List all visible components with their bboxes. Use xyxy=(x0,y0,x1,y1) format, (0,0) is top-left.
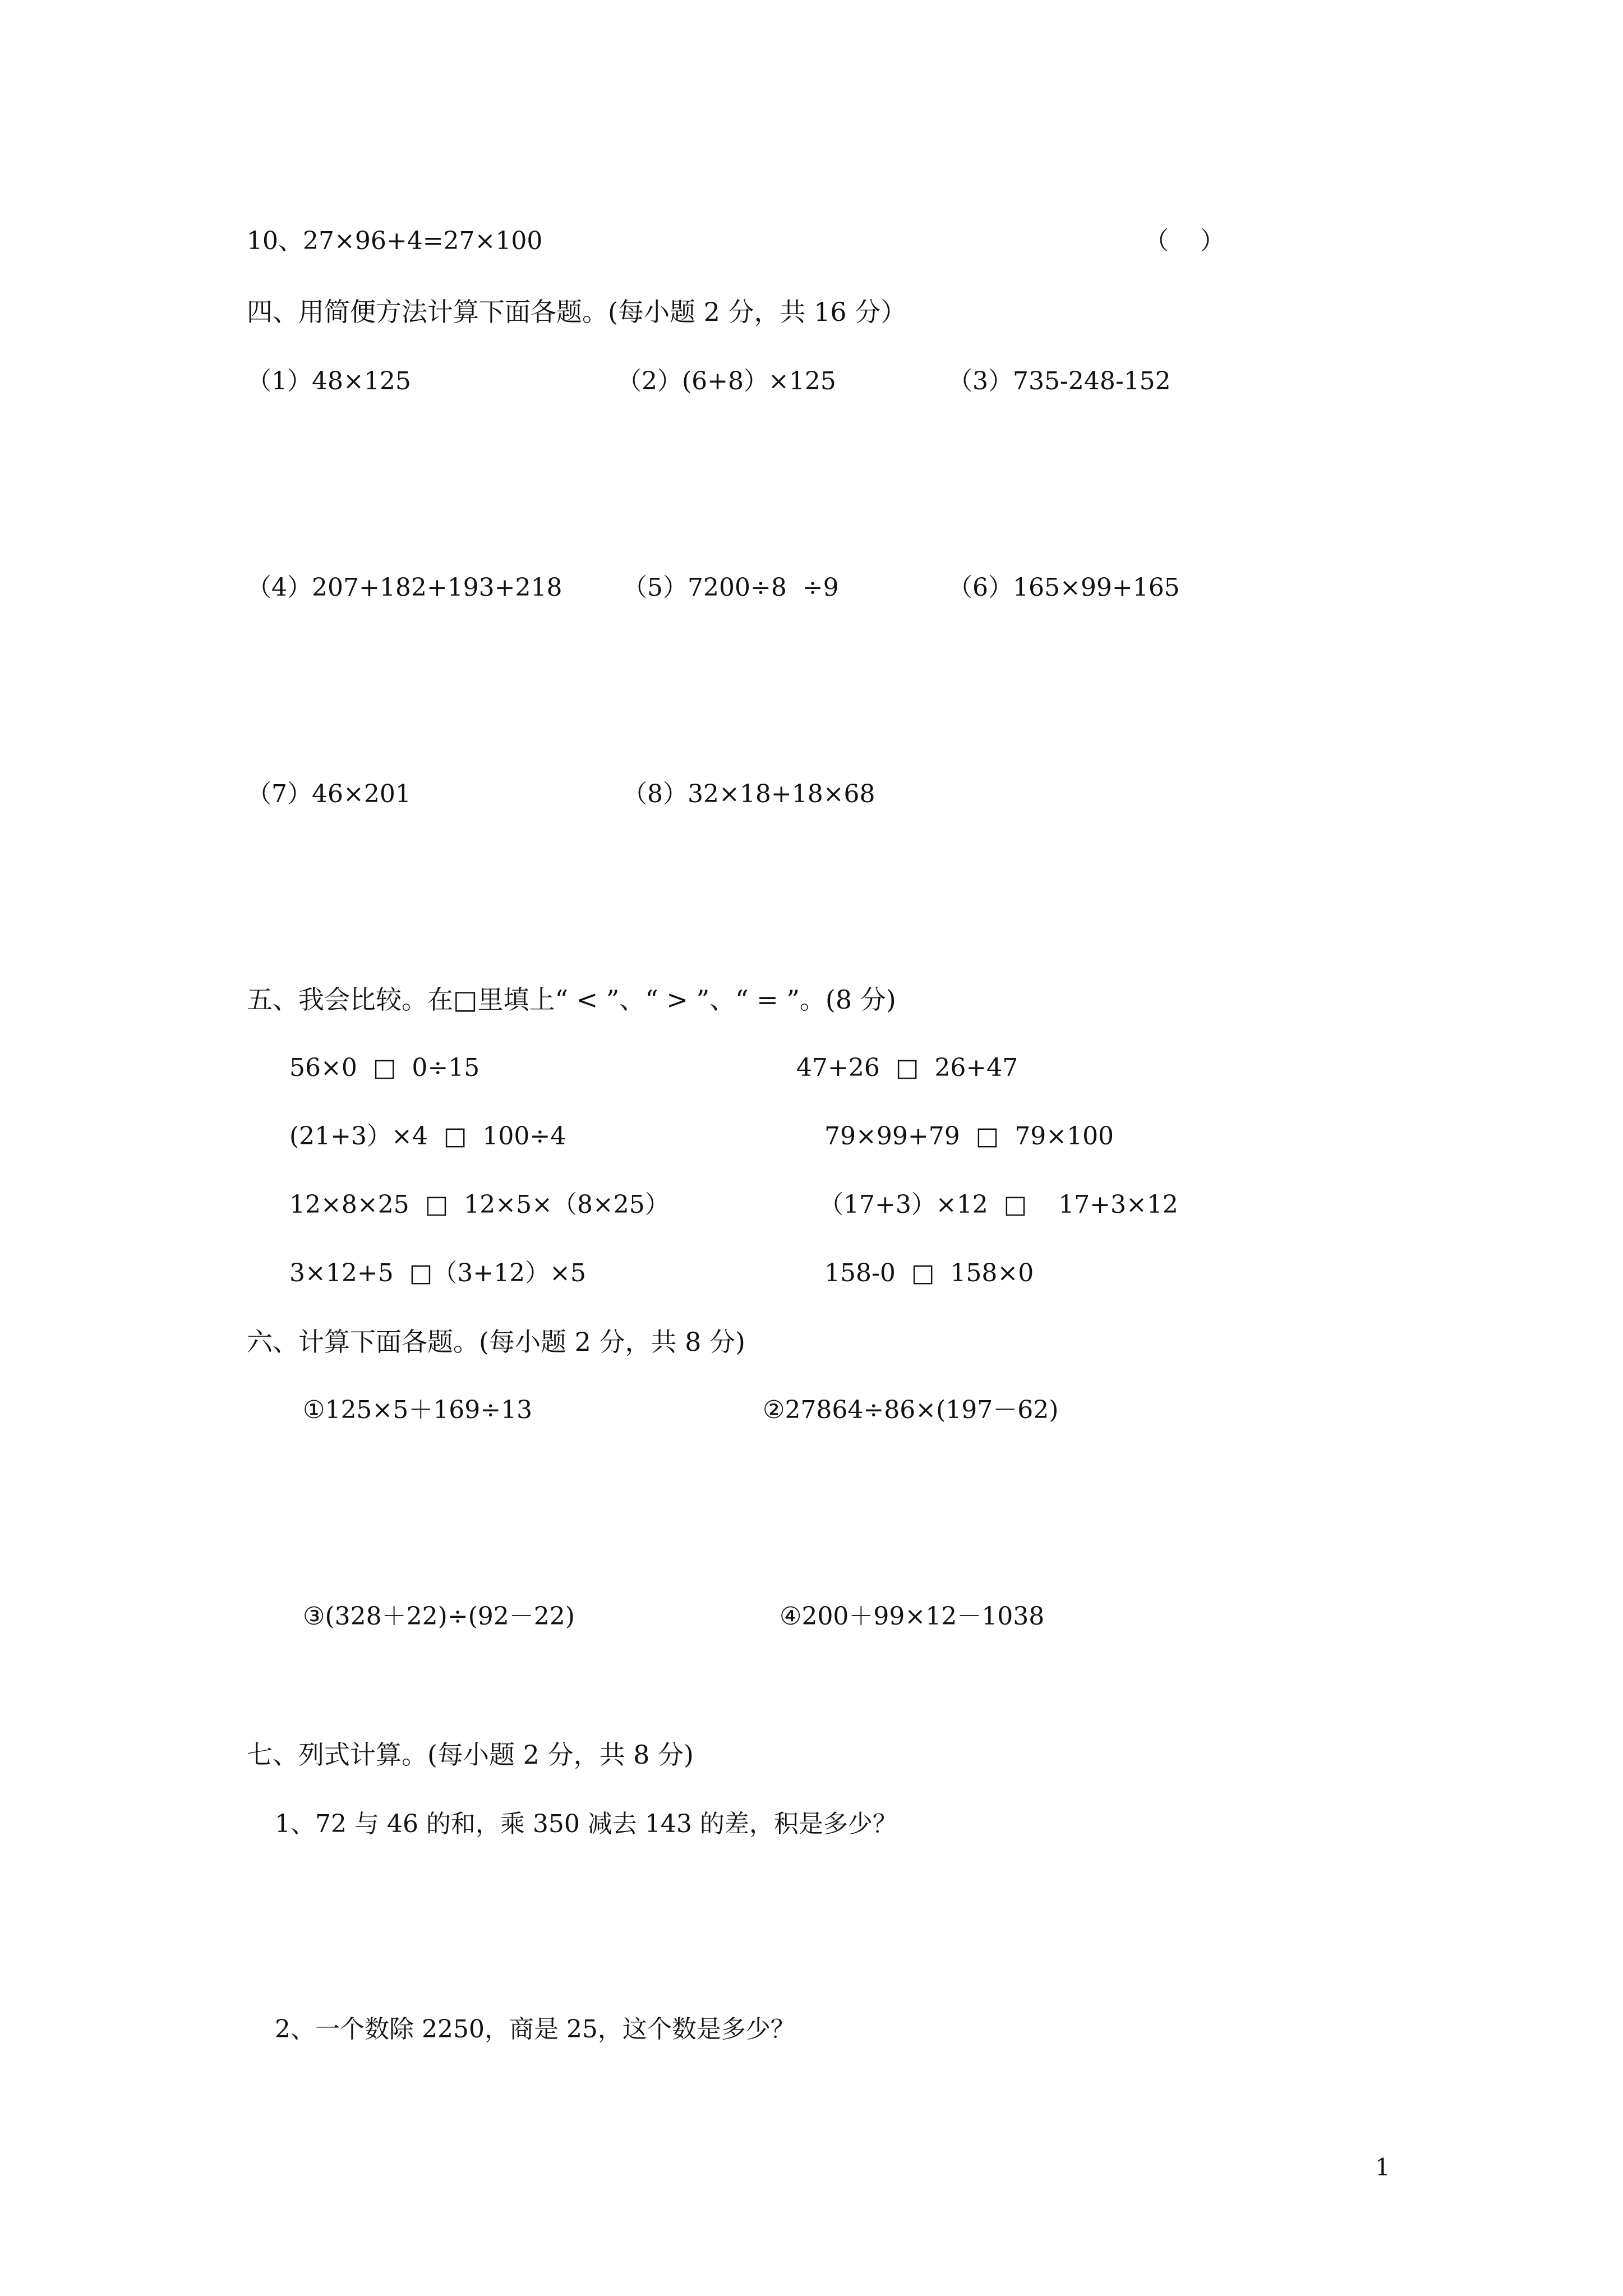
compare-left-1: 56×0 □ 0÷15 xyxy=(289,1053,480,1082)
sec6-item-2: ②27864÷86×(197－62) xyxy=(763,1396,1059,1424)
section-6-title: 六、计算下面各题。(每小题 2 分，共 8 分) xyxy=(247,1327,745,1357)
compare-left-4: 3×12+5 □（3+12）×5 xyxy=(289,1259,586,1287)
section-4-title: 四、用简便方法计算下面各题。(每小题 2 分，共 16 分） xyxy=(247,297,907,327)
sec7-item-1: 1、72 与 46 的和，乘 350 减去 143 的差，积是多少？ xyxy=(275,1810,897,1838)
compare-right-4: 158-0 □ 158×0 xyxy=(824,1259,1034,1287)
answer-parentheses: （ ） xyxy=(1144,227,1225,255)
compare-right-1: 47+26 □ 26+47 xyxy=(796,1053,1018,1082)
sec4-item-2: （2）(6+8）×125 xyxy=(617,367,836,395)
page-number: 1 xyxy=(1375,2154,1390,2181)
sec6-item-4: ④200＋99×12－1038 xyxy=(780,1602,1045,1631)
sec4-item-3: （3）735-248-152 xyxy=(948,367,1171,395)
compare-left-2: (21+3）×4 □ 100÷4 xyxy=(289,1122,566,1151)
sec4-item-5: （5）7200÷8 ÷9 xyxy=(623,573,839,602)
sec6-item-1: ①125×5＋169÷13 xyxy=(303,1396,533,1424)
section-7-title: 七、列式计算。(每小题 2 分，共 8 分) xyxy=(247,1740,694,1770)
sec6-item-3: ③(328＋22)÷(92－22) xyxy=(303,1602,575,1631)
sec4-item-8: （8）32×18+18×68 xyxy=(623,780,875,808)
sec4-item-6: （6）165×99+165 xyxy=(948,573,1180,602)
sec7-item-2: 2、一个数除 2250，商是 25，这个数是多少？ xyxy=(275,2015,795,2044)
compare-right-2: 79×99+79 □ 79×100 xyxy=(824,1122,1114,1151)
sec4-item-1: （1）48×125 xyxy=(247,367,411,395)
section-5-title: 五、我会比较。在□里填上“ < ”、“ > ”、“ = ”。(8 分) xyxy=(247,984,896,1015)
question-10: 10、27×96+4=27×100 xyxy=(247,227,543,255)
sec4-item-7: （7）46×201 xyxy=(247,780,411,808)
compare-right-3: （17+3）×12 □ 17+3×12 xyxy=(819,1190,1178,1219)
compare-left-3: 12×8×25 □ 12×5×（8×25） xyxy=(289,1190,670,1219)
sec4-item-4: （4）207+182+193+218 xyxy=(247,573,562,602)
